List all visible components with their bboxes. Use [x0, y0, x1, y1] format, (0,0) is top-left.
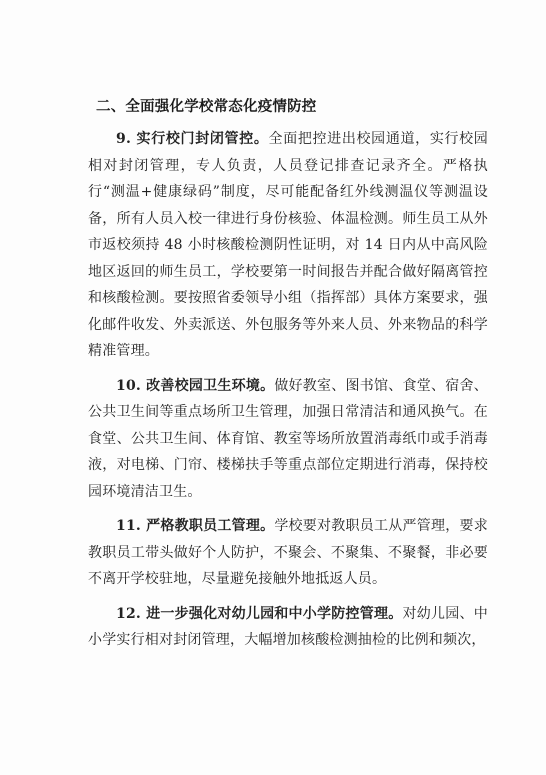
paragraph-10-lead: 10. 改善校园卫生环境。	[116, 377, 275, 394]
paragraph-12-text: 对幼儿园、中小学实行相对封闭管理，大幅增加核酸检测抽检的比例和频次，	[88, 605, 488, 648]
paragraph-10	[88, 373, 488, 506]
paragraph-11-text: 学校要对教职员工从严管理，要求教职员工带头做好个人防护，不聚会、不聚集、不聚餐，非必要不离开学校驻地，尽量避免接触外地抵返人员。	[88, 518, 488, 587]
paragraph-9-text: 全面把控进出校园通道，实行校园相对封闭管理，专人负责，人员登记排查记录齐全。严格执行“测温+健康绿码”制度，尽可能配备红外线测温仪等测温设备，所有人员入校一律进行身份核验、体温检测。师生员工从外市返校须持 48 小时核酸检测阴性证明，对 14 日内从中高风险地区返回的师生员工，学校要第一时间报告并配合做好隔离管控和核酸检测。要按照省委领导小组（指挥部）具体方案要求，强化邮件收发、外卖派送、外包服务等外来人员、外来物品的科学精准管理。	[88, 131, 489, 359]
paragraph-9	[88, 126, 488, 365]
paragraph-12	[88, 601, 488, 654]
document-body	[88, 94, 488, 662]
paragraph-11-lead: 11. 严格教职员工管理。	[116, 518, 275, 534]
paragraph-11	[88, 513, 488, 593]
paragraph-12-lead: 12. 进一步强化对幼儿园和中小学防控管理。	[116, 605, 403, 622]
paragraph-9-lead: 9. 实行校门封闭管控。	[116, 131, 269, 147]
paragraph-10-text: 做好教室、图书馆、食堂、宿舍、公共卫生间等重点场所卫生管理，加强日常清洁和通风换气。在食堂、公共卫生间、体育馆、教室等场所放置消毒纸巾或手消毒液，对电梯、门帘、楼梯扶手等重点部位定期进行消毒，保持校园环境清洁卫生。	[88, 377, 488, 500]
section-heading: 二、全面强化学校常态化疫情防控	[96, 99, 317, 115]
